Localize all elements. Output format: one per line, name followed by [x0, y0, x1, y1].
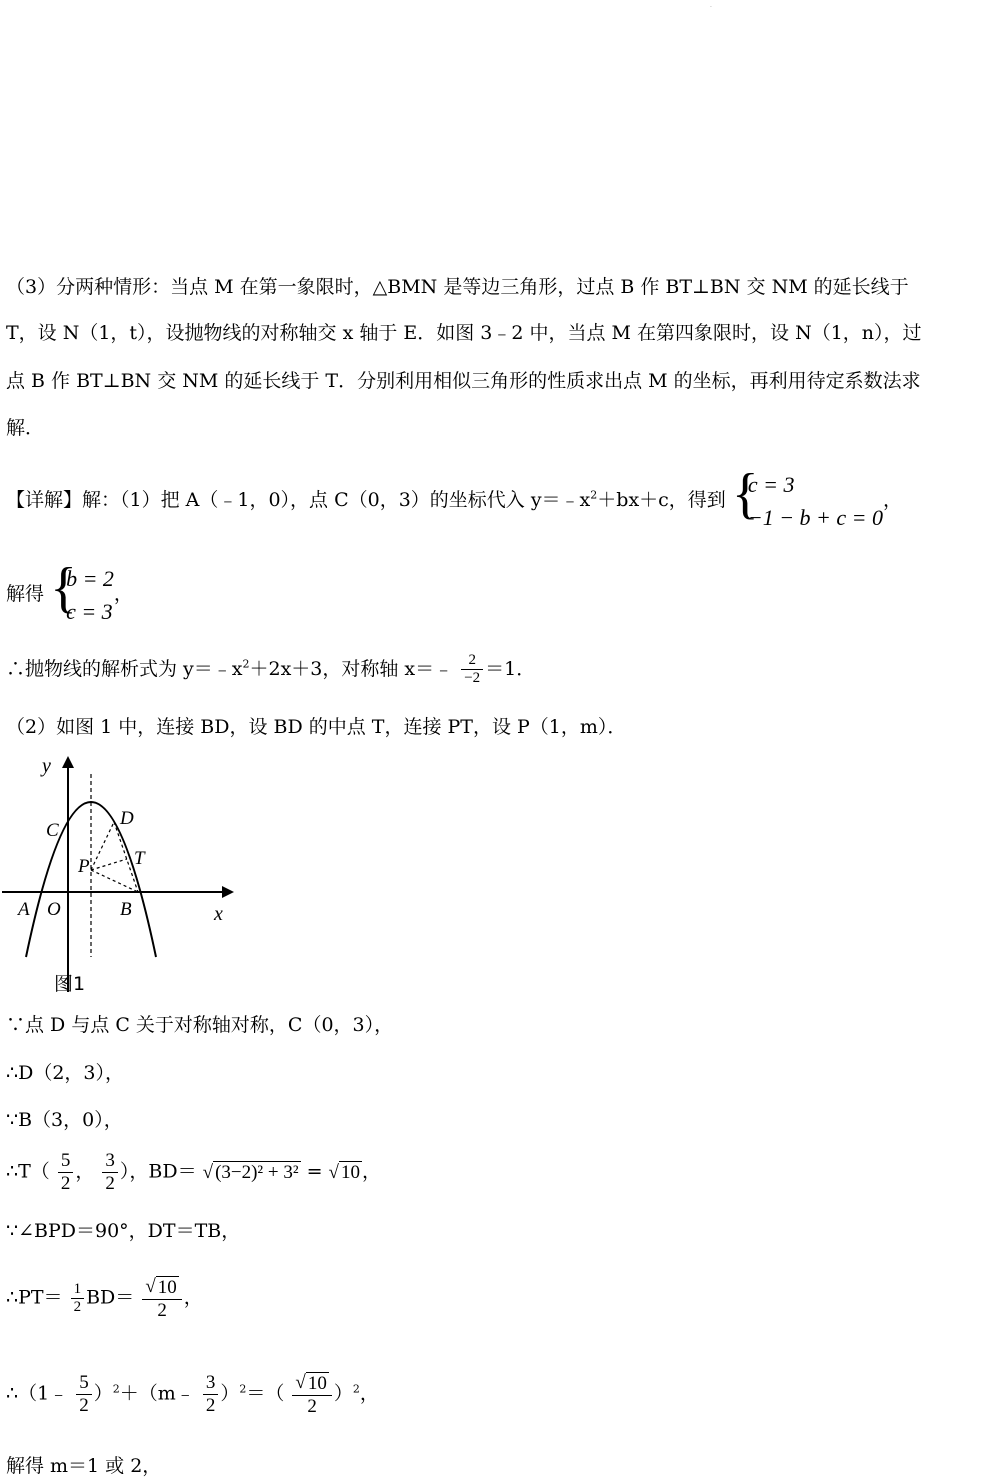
sqrt-radicand: (3−2)² + 3²	[215, 1161, 299, 1183]
part3-line1: （3）分两种情形：当点 M 在第一象限时，△BMN 是等边三角形，过点 B 作 BT⊥BN 交 NM 的延长线于	[6, 276, 909, 298]
step-6	[6, 1276, 203, 1321]
label-y: y	[42, 755, 51, 777]
sqrt-10: √ 10	[328, 1161, 360, 1183]
step6-end: ，	[183, 1286, 203, 1309]
parabola-exponent: 2	[242, 657, 250, 671]
sqrt-expression: √ (3−2)² + 3²	[202, 1161, 299, 1183]
exponent: 2	[239, 1382, 247, 1396]
fraction-sqrt10-2	[292, 1372, 331, 1417]
step-5: ∵∠BPD＝90°，DT＝TB，	[6, 1220, 241, 1242]
step6-mid: BD＝	[86, 1286, 135, 1309]
system1-row1: c = 3	[747, 472, 795, 497]
parabola-line	[6, 652, 535, 688]
fraction-sqrt10-2	[142, 1276, 181, 1321]
label-x: x	[214, 903, 223, 925]
frac-num: √ 10	[142, 1276, 181, 1300]
axis-denominator: −2	[464, 670, 481, 687]
step-2: ∴D（2，3），	[6, 1062, 124, 1084]
step7-c: ）	[220, 1382, 240, 1405]
frac-num: 3	[203, 1372, 219, 1395]
system2-row1: b = 2	[66, 566, 114, 591]
frac-num: 5	[58, 1150, 74, 1173]
step7-b: ＋（m﹣	[119, 1382, 195, 1405]
step4-eq: =	[300, 1160, 329, 1183]
label-O: O	[47, 899, 61, 920]
figure-caption: 图1	[54, 973, 86, 995]
sqrt-radicand: 10	[307, 1372, 327, 1394]
frac-num: √ 10	[292, 1372, 331, 1396]
axis-fraction	[461, 652, 483, 688]
detail-line	[6, 463, 903, 534]
frac-den: 2	[105, 1172, 115, 1194]
frac-den: 2	[60, 1172, 71, 1194]
system1-end: ，	[883, 489, 903, 511]
frac-den: 2	[79, 1395, 89, 1417]
system1-row2: −1 − b + c = 0	[747, 505, 884, 530]
frac-num: 5	[76, 1372, 92, 1395]
segment-PT	[91, 859, 127, 870]
step7-end: ，	[359, 1382, 379, 1405]
parabola-mid: ＋2x＋3，对称轴 x＝﹣	[249, 657, 454, 680]
page-mark: .	[710, 2, 712, 9]
axis-end: ＝1．	[485, 657, 536, 680]
label-C: C	[46, 820, 59, 841]
frac-den: 2	[73, 1299, 82, 1316]
part3-line4: 解．	[6, 417, 45, 439]
step-4	[6, 1150, 381, 1195]
sqrt-radicand: 10	[157, 1276, 177, 1298]
parabola-pre: ∴抛物线的解析式为 y＝﹣x	[6, 657, 243, 680]
equation-system-2	[50, 557, 114, 628]
step6-pre: ∴PT＝	[6, 1286, 63, 1309]
step-8: 解得 m＝1 或 2，	[6, 1455, 162, 1477]
step4-pre: ∴T（	[6, 1160, 50, 1183]
x-axis-arrow	[222, 886, 234, 898]
figure-1	[2, 752, 242, 997]
frac-den: 2	[157, 1299, 167, 1321]
detail-lead-exponent: 2	[590, 488, 598, 502]
system2-row2: c = 3	[66, 599, 113, 624]
fraction-3-2	[203, 1372, 219, 1417]
fraction-1-2	[71, 1281, 85, 1317]
part3-line3: 点 B 作 BT⊥BN 交 NM 的延长线于 T．分别利用相似三角形的性质求出点 M 的坐标，再利用待定系数法求	[6, 370, 921, 392]
label-P: P	[78, 856, 90, 877]
exponent: 2	[352, 1382, 360, 1396]
axis-numerator: 2	[461, 652, 483, 670]
step4-mid: ），BD＝	[119, 1160, 197, 1183]
frac-num: 1	[71, 1281, 85, 1299]
brace-2: {	[50, 557, 77, 619]
exponent: 2	[112, 1382, 120, 1396]
equation-system-1	[731, 463, 884, 534]
fraction-3-2	[102, 1150, 118, 1195]
label-D: D	[120, 808, 134, 829]
frac-num: 3	[102, 1150, 118, 1173]
step7-pre: ∴（1﹣	[6, 1382, 69, 1405]
step7-d: ＝（	[246, 1382, 285, 1405]
frac-den: 2	[205, 1395, 216, 1417]
step-7	[6, 1372, 379, 1417]
detail-lead-tail: ＋bx＋c，得到	[597, 489, 726, 511]
segment-PD	[91, 822, 114, 870]
sqrt-radicand: 10	[340, 1161, 360, 1183]
segment-PB	[91, 870, 138, 892]
step4-sep: ，	[75, 1160, 95, 1183]
fraction-5-2	[76, 1372, 92, 1417]
step-3: ∵B（3，0），	[6, 1109, 123, 1131]
solve-line	[6, 557, 133, 628]
step-1: ∵点 D 与点 C 关于对称轴对称，C（0，3），	[6, 1014, 394, 1036]
label-A: A	[18, 899, 30, 920]
part2-intro: （2）如图 1 中，连接 BD，设 BD 的中点 T，连接 PT，设 P（1，m）．	[6, 716, 627, 738]
label-T: T	[134, 848, 145, 869]
brace-1: {	[731, 463, 759, 525]
y-axis-arrow	[62, 756, 74, 768]
label-B: B	[120, 899, 132, 920]
step7-e: ）	[333, 1382, 353, 1405]
frac-den: 2	[307, 1395, 317, 1417]
part3-line2: T，设 N（1，t），设抛物线的对称轴交 x 轴于 E．如图 3﹣2 中，当点 M 在第四象限时，设 N（1，n），过	[6, 322, 922, 344]
fraction-5-2	[58, 1150, 74, 1195]
system2-end: ，	[113, 583, 133, 605]
step4-end: ，	[361, 1160, 381, 1183]
detail-lead: 【详解】解：（1）把 A（﹣1，0），点 C（0，3）的坐标代入 y＝﹣x	[6, 489, 591, 511]
solve-label: 解得	[6, 583, 45, 605]
step7-a: ）	[93, 1382, 113, 1405]
